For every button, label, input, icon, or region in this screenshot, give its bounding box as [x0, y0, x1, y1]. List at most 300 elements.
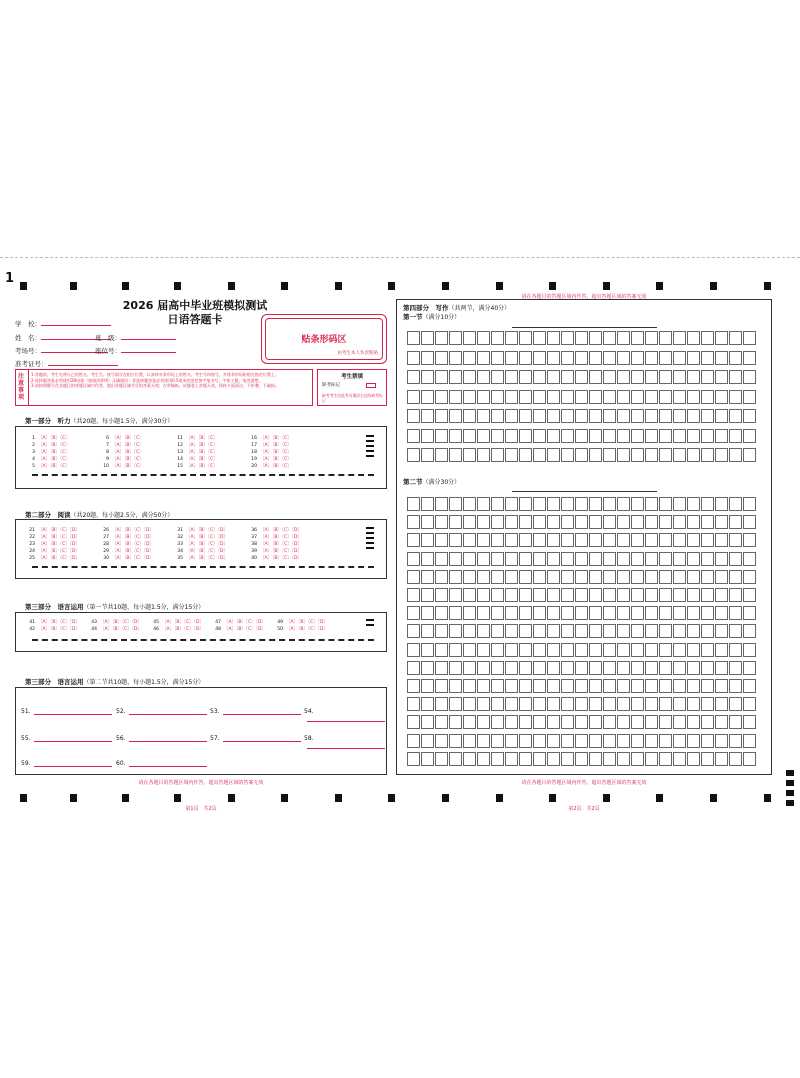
- grid-cell[interactable]: [701, 606, 714, 620]
- grid-cell[interactable]: [477, 697, 490, 711]
- grid-cell[interactable]: [659, 643, 672, 657]
- grid-cell[interactable]: [519, 752, 532, 766]
- answer-options[interactable]: 〔A〕〔B〕〔C〕: [38, 464, 70, 469]
- grid-cell[interactable]: [715, 448, 728, 462]
- grid-cell[interactable]: [519, 679, 532, 693]
- grid-cell[interactable]: [631, 533, 644, 547]
- grid-cell[interactable]: [491, 390, 504, 404]
- grid-cell[interactable]: [575, 533, 588, 547]
- grid-cell[interactable]: [435, 752, 448, 766]
- grid-cell[interactable]: [743, 497, 756, 511]
- answer-options[interactable]: 〔A〕〔B〕〔C〕: [260, 443, 292, 448]
- grid-cell[interactable]: [547, 570, 560, 584]
- grid-cell[interactable]: [575, 497, 588, 511]
- grid-cell[interactable]: [435, 331, 448, 345]
- answer-row-20[interactable]: [248, 463, 292, 469]
- grid-cell[interactable]: [491, 448, 504, 462]
- grid-cell[interactable]: [659, 570, 672, 584]
- grid-cell[interactable]: [715, 552, 728, 566]
- grid-cell[interactable]: [575, 734, 588, 748]
- grid-cell[interactable]: [519, 552, 532, 566]
- grid-cell[interactable]: [435, 679, 448, 693]
- grid-cell[interactable]: [407, 429, 420, 443]
- grid-cell[interactable]: [561, 570, 574, 584]
- grid-cell[interactable]: [533, 643, 546, 657]
- grid-cell[interactable]: [589, 331, 602, 345]
- grid-cell[interactable]: [505, 331, 518, 345]
- grid-cell[interactable]: [463, 331, 476, 345]
- answer-row-49[interactable]: [274, 619, 328, 625]
- answer-row-34[interactable]: [174, 548, 228, 554]
- grid-cell[interactable]: [589, 697, 602, 711]
- field-exam-id[interactable]: 准考证号：: [15, 359, 118, 368]
- answer-row-39[interactable]: [248, 548, 302, 554]
- grid-cell[interactable]: [687, 448, 700, 462]
- grid-cell[interactable]: [533, 448, 546, 462]
- grid-cell[interactable]: [631, 606, 644, 620]
- grid-cell[interactable]: [687, 697, 700, 711]
- grid-cell[interactable]: [575, 606, 588, 620]
- grid-cell[interactable]: [687, 390, 700, 404]
- grid-cell[interactable]: [617, 661, 630, 675]
- grid-cell[interactable]: [659, 734, 672, 748]
- grid-cell[interactable]: [407, 448, 420, 462]
- grid-cell[interactable]: [715, 331, 728, 345]
- grid-cell[interactable]: [561, 390, 574, 404]
- grid-cell[interactable]: [449, 409, 462, 423]
- grid-cell[interactable]: [477, 448, 490, 462]
- grid-cell[interactable]: [631, 570, 644, 584]
- answer-row-15[interactable]: [174, 463, 218, 469]
- grid-cell[interactable]: [463, 351, 476, 365]
- answer-options[interactable]: 〔A〕〔B〕〔C〕: [260, 457, 292, 462]
- grid-cell[interactable]: [477, 515, 490, 529]
- grid-row[interactable]: [407, 697, 757, 711]
- answer-row-36[interactable]: [248, 527, 302, 533]
- answer-row-31[interactable]: [174, 527, 228, 533]
- grid-cell[interactable]: [533, 752, 546, 766]
- grid-cell[interactable]: [421, 661, 434, 675]
- grid-cell[interactable]: [561, 588, 574, 602]
- grid-cell[interactable]: [701, 661, 714, 675]
- grid-cell[interactable]: [491, 734, 504, 748]
- grid-cell[interactable]: [505, 752, 518, 766]
- grid-cell[interactable]: [589, 715, 602, 729]
- answer-options[interactable]: 〔A〕〔B〕〔C〕〔D〕: [224, 627, 267, 632]
- grid-cell[interactable]: [743, 552, 756, 566]
- grid-cell[interactable]: [617, 331, 630, 345]
- grid-cell[interactable]: [715, 752, 728, 766]
- grid-cell[interactable]: [505, 448, 518, 462]
- answer-options[interactable]: 〔A〕〔B〕〔C〕〔D〕: [162, 627, 205, 632]
- grid-cell[interactable]: [617, 497, 630, 511]
- grid-cell[interactable]: [491, 715, 504, 729]
- answer-options[interactable]: 〔A〕〔B〕〔C〕〔D〕: [100, 627, 143, 632]
- grid-cell[interactable]: [687, 552, 700, 566]
- grid-cell[interactable]: [743, 448, 756, 462]
- answer-row-10[interactable]: [100, 463, 144, 469]
- answer-row-26[interactable]: [100, 527, 154, 533]
- grid-cell[interactable]: [687, 409, 700, 423]
- grid-cell[interactable]: [463, 552, 476, 566]
- grid-cell[interactable]: [575, 715, 588, 729]
- grid-cell[interactable]: [603, 643, 616, 657]
- grid-cell[interactable]: [491, 429, 504, 443]
- grid-cell[interactable]: [729, 624, 742, 638]
- grid-cell[interactable]: [519, 533, 532, 547]
- grid-cell[interactable]: [617, 351, 630, 365]
- grid-cell[interactable]: [505, 643, 518, 657]
- grid-cell[interactable]: [547, 351, 560, 365]
- grid-cell[interactable]: [449, 734, 462, 748]
- grid-cell[interactable]: [631, 552, 644, 566]
- grid-cell[interactable]: [435, 570, 448, 584]
- grid-cell[interactable]: [659, 624, 672, 638]
- grid-cell[interactable]: [575, 552, 588, 566]
- grid-cell[interactable]: [645, 370, 658, 384]
- grid-cell[interactable]: [687, 429, 700, 443]
- grid-row[interactable]: [407, 533, 757, 547]
- grid-cell[interactable]: [631, 752, 644, 766]
- grid-cell[interactable]: [715, 515, 728, 529]
- answer-options[interactable]: 〔A〕〔B〕〔C〕〔D〕: [162, 620, 205, 625]
- grid-cell[interactable]: [617, 715, 630, 729]
- grid-cell[interactable]: [505, 588, 518, 602]
- grid-cell[interactable]: [449, 570, 462, 584]
- grid-cell[interactable]: [645, 429, 658, 443]
- fill-59[interactable]: 59.: [21, 760, 112, 767]
- answer-row-45[interactable]: [150, 619, 204, 625]
- grid-cell[interactable]: [421, 351, 434, 365]
- grid-cell[interactable]: [743, 752, 756, 766]
- grid-cell[interactable]: [435, 390, 448, 404]
- grid-cell[interactable]: [743, 370, 756, 384]
- grid-cell[interactable]: [421, 497, 434, 511]
- grid-cell[interactable]: [589, 643, 602, 657]
- grid-cell[interactable]: [435, 715, 448, 729]
- answer-row-8[interactable]: [100, 449, 144, 455]
- grid-cell[interactable]: [505, 429, 518, 443]
- grid-cell[interactable]: [491, 552, 504, 566]
- grid-cell[interactable]: [729, 752, 742, 766]
- grid-cell[interactable]: [575, 448, 588, 462]
- grid-cell[interactable]: [645, 697, 658, 711]
- grid-cell[interactable]: [645, 515, 658, 529]
- grid-cell[interactable]: [421, 606, 434, 620]
- grid-cell[interactable]: [715, 715, 728, 729]
- grid-cell[interactable]: [631, 448, 644, 462]
- grid-cell[interactable]: [715, 643, 728, 657]
- grid-cell[interactable]: [715, 697, 728, 711]
- grid-cell[interactable]: [687, 533, 700, 547]
- grid-cell[interactable]: [729, 515, 742, 529]
- grid-cell[interactable]: [463, 390, 476, 404]
- grid-row[interactable]: [407, 429, 757, 443]
- grid-cell[interactable]: [645, 533, 658, 547]
- grid-cell[interactable]: [449, 515, 462, 529]
- grid-cell[interactable]: [421, 643, 434, 657]
- grid-cell[interactable]: [603, 697, 616, 711]
- grid-cell[interactable]: [575, 370, 588, 384]
- grid-cell[interactable]: [701, 497, 714, 511]
- grid-cell[interactable]: [491, 570, 504, 584]
- grid-cell[interactable]: [449, 715, 462, 729]
- grid-cell[interactable]: [547, 606, 560, 620]
- grid-cell[interactable]: [561, 429, 574, 443]
- grid-cell[interactable]: [477, 588, 490, 602]
- grid-cell[interactable]: [477, 606, 490, 620]
- grid-cell[interactable]: [533, 552, 546, 566]
- grid-cell[interactable]: [547, 533, 560, 547]
- grid-cell[interactable]: [463, 606, 476, 620]
- field-name[interactable]: 姓 名：: [15, 333, 111, 342]
- answer-options[interactable]: 〔A〕〔B〕〔C〕〔D〕: [100, 620, 143, 625]
- grid-cell[interactable]: [421, 734, 434, 748]
- grid-cell[interactable]: [477, 331, 490, 345]
- grid-cell[interactable]: [673, 351, 686, 365]
- grid-cell[interactable]: [603, 515, 616, 529]
- grid-cell[interactable]: [589, 515, 602, 529]
- grid-cell[interactable]: [491, 697, 504, 711]
- grid-cell[interactable]: [659, 515, 672, 529]
- grid-cell[interactable]: [463, 515, 476, 529]
- answer-row-38[interactable]: [248, 541, 302, 547]
- absent-mark[interactable]: [366, 383, 376, 388]
- grid-cell[interactable]: [477, 390, 490, 404]
- grid-cell[interactable]: [673, 643, 686, 657]
- grid-cell[interactable]: [491, 533, 504, 547]
- grid-cell[interactable]: [533, 515, 546, 529]
- grid-cell[interactable]: [729, 715, 742, 729]
- grid-cell[interactable]: [631, 661, 644, 675]
- answer-options[interactable]: 〔A〕〔B〕〔C〕〔D〕: [38, 620, 81, 625]
- grid-cell[interactable]: [547, 661, 560, 675]
- grid-cell[interactable]: [561, 497, 574, 511]
- grid-cell[interactable]: [687, 679, 700, 693]
- grid-cell[interactable]: [743, 515, 756, 529]
- grid-cell[interactable]: [547, 515, 560, 529]
- grid-cell[interactable]: [687, 331, 700, 345]
- grid-cell[interactable]: [421, 331, 434, 345]
- grid-cell[interactable]: [659, 752, 672, 766]
- grid-cell[interactable]: [463, 679, 476, 693]
- grid-cell[interactable]: [645, 552, 658, 566]
- grid-cell[interactable]: [519, 390, 532, 404]
- grid-row[interactable]: [407, 331, 757, 345]
- answer-row-22[interactable]: [26, 534, 80, 540]
- grid-cell[interactable]: [547, 370, 560, 384]
- grid-cell[interactable]: [603, 734, 616, 748]
- grid-cell[interactable]: [505, 515, 518, 529]
- grid-cell[interactable]: [463, 409, 476, 423]
- grid-cell[interactable]: [743, 429, 756, 443]
- grid-row[interactable]: [407, 624, 757, 638]
- grid-cell[interactable]: [407, 390, 420, 404]
- answer-options[interactable]: 〔A〕〔B〕〔C〕〔D〕: [112, 542, 155, 547]
- grid-cell[interactable]: [673, 497, 686, 511]
- grid-cell[interactable]: [645, 390, 658, 404]
- grid-cell[interactable]: [715, 679, 728, 693]
- answer-row-13[interactable]: [174, 449, 218, 455]
- grid-cell[interactable]: [575, 429, 588, 443]
- grid-cell[interactable]: [687, 606, 700, 620]
- grid-cell[interactable]: [729, 351, 742, 365]
- grid-cell[interactable]: [561, 734, 574, 748]
- grid-cell[interactable]: [743, 734, 756, 748]
- answer-row-35[interactable]: [174, 555, 228, 561]
- grid-cell[interactable]: [533, 351, 546, 365]
- grid-cell[interactable]: [645, 448, 658, 462]
- grid-cell[interactable]: [715, 370, 728, 384]
- answer-row-28[interactable]: [100, 541, 154, 547]
- sec1-title-line[interactable]: [512, 327, 657, 328]
- grid-cell[interactable]: [463, 643, 476, 657]
- grid-cell[interactable]: [701, 533, 714, 547]
- grid-cell[interactable]: [547, 448, 560, 462]
- grid-cell[interactable]: [449, 643, 462, 657]
- answer-row-7[interactable]: [100, 442, 144, 448]
- grid-cell[interactable]: [701, 588, 714, 602]
- grid-cell[interactable]: [701, 409, 714, 423]
- answer-options[interactable]: 〔A〕〔B〕〔C〕〔D〕: [260, 549, 303, 554]
- grid-cell[interactable]: [603, 624, 616, 638]
- grid-cell[interactable]: [435, 370, 448, 384]
- grid-cell[interactable]: [631, 588, 644, 602]
- grid-cell[interactable]: [407, 697, 420, 711]
- grid-cell[interactable]: [743, 390, 756, 404]
- grid-cell[interactable]: [645, 661, 658, 675]
- grid-cell[interactable]: [603, 429, 616, 443]
- grid-cell[interactable]: [519, 624, 532, 638]
- fill-54[interactable]: 54.: [304, 708, 386, 722]
- field-class[interactable]: 班 级：: [95, 333, 176, 342]
- grid-cell[interactable]: [701, 351, 714, 365]
- grid-cell[interactable]: [407, 734, 420, 748]
- grid-cell[interactable]: [407, 497, 420, 511]
- grid-cell[interactable]: [729, 370, 742, 384]
- grid-cell[interactable]: [407, 515, 420, 529]
- grid-cell[interactable]: [561, 679, 574, 693]
- grid-cell[interactable]: [477, 752, 490, 766]
- grid-cell[interactable]: [701, 697, 714, 711]
- grid-cell[interactable]: [547, 624, 560, 638]
- grid-cell[interactable]: [449, 624, 462, 638]
- grid-cell[interactable]: [407, 351, 420, 365]
- grid-cell[interactable]: [463, 697, 476, 711]
- grid-cell[interactable]: [421, 715, 434, 729]
- answer-row-1[interactable]: [26, 435, 70, 441]
- grid-cell[interactable]: [435, 697, 448, 711]
- grid-cell[interactable]: [743, 697, 756, 711]
- grid-cell[interactable]: [715, 390, 728, 404]
- grid-cell[interactable]: [645, 624, 658, 638]
- grid-cell[interactable]: [435, 533, 448, 547]
- answer-options[interactable]: 〔A〕〔B〕〔C〕〔D〕: [38, 549, 81, 554]
- grid-cell[interactable]: [407, 570, 420, 584]
- answer-row-50[interactable]: [274, 626, 328, 632]
- grid-row[interactable]: [407, 497, 757, 511]
- grid-cell[interactable]: [407, 552, 420, 566]
- grid-cell[interactable]: [631, 515, 644, 529]
- grid-cell[interactable]: [743, 606, 756, 620]
- grid-cell[interactable]: [407, 370, 420, 384]
- grid-cell[interactable]: [519, 570, 532, 584]
- grid-cell[interactable]: [505, 679, 518, 693]
- grid-cell[interactable]: [407, 661, 420, 675]
- grid-cell[interactable]: [659, 679, 672, 693]
- sec2-title-line[interactable]: [512, 491, 657, 492]
- grid-cell[interactable]: [561, 351, 574, 365]
- answer-row-40[interactable]: [248, 555, 302, 561]
- grid-cell[interactable]: [575, 679, 588, 693]
- grid-cell[interactable]: [435, 497, 448, 511]
- grid-cell[interactable]: [729, 331, 742, 345]
- grid-cell[interactable]: [603, 588, 616, 602]
- answer-row-16[interactable]: [248, 435, 292, 441]
- grid-cell[interactable]: [407, 606, 420, 620]
- answer-row-3[interactable]: [26, 449, 70, 455]
- grid-cell[interactable]: [477, 734, 490, 748]
- grid-cell[interactable]: [561, 515, 574, 529]
- grid-cell[interactable]: [505, 533, 518, 547]
- answer-options[interactable]: 〔A〕〔B〕〔C〕: [186, 450, 218, 455]
- grid-cell[interactable]: [477, 351, 490, 365]
- answer-options[interactable]: 〔A〕〔B〕〔C〕: [260, 436, 292, 441]
- grid-cell[interactable]: [561, 624, 574, 638]
- answer-options[interactable]: 〔A〕〔B〕〔C〕〔D〕: [186, 556, 229, 561]
- grid-cell[interactable]: [631, 331, 644, 345]
- grid-cell[interactable]: [449, 661, 462, 675]
- grid-cell[interactable]: [491, 497, 504, 511]
- answer-options[interactable]: 〔A〕〔B〕〔C〕〔D〕: [286, 620, 329, 625]
- answer-row-37[interactable]: [248, 534, 302, 540]
- grid-cell[interactable]: [575, 331, 588, 345]
- grid-cell[interactable]: [701, 752, 714, 766]
- answer-row-43[interactable]: [88, 619, 142, 625]
- grid-cell[interactable]: [561, 448, 574, 462]
- grid-cell[interactable]: [407, 643, 420, 657]
- answer-row-42[interactable]: [26, 626, 80, 632]
- grid-cell[interactable]: [589, 429, 602, 443]
- answer-options[interactable]: 〔A〕〔B〕〔C〕〔D〕: [186, 535, 229, 540]
- grid-row[interactable]: [407, 734, 757, 748]
- grid-cell[interactable]: [519, 331, 532, 345]
- grid-cell[interactable]: [687, 734, 700, 748]
- grid-cell[interactable]: [659, 448, 672, 462]
- grid-cell[interactable]: [603, 533, 616, 547]
- fill-57[interactable]: 57.: [210, 735, 301, 742]
- grid-cell[interactable]: [435, 734, 448, 748]
- grid-cell[interactable]: [617, 752, 630, 766]
- grid-cell[interactable]: [491, 624, 504, 638]
- answer-row-14[interactable]: [174, 456, 218, 462]
- grid-cell[interactable]: [435, 661, 448, 675]
- grid-cell[interactable]: [505, 606, 518, 620]
- grid-cell[interactable]: [631, 679, 644, 693]
- grid-cell[interactable]: [575, 752, 588, 766]
- grid-cell[interactable]: [729, 734, 742, 748]
- answer-options[interactable]: 〔A〕〔B〕〔C〕〔D〕: [286, 627, 329, 632]
- grid-cell[interactable]: [617, 409, 630, 423]
- grid-cell[interactable]: [617, 679, 630, 693]
- grid-cell[interactable]: [449, 448, 462, 462]
- answer-options[interactable]: 〔A〕〔B〕〔C〕: [186, 436, 218, 441]
- grid-cell[interactable]: [561, 552, 574, 566]
- grid-cell[interactable]: [603, 570, 616, 584]
- grid-cell[interactable]: [491, 679, 504, 693]
- grid-cell[interactable]: [729, 409, 742, 423]
- grid-cell[interactable]: [701, 734, 714, 748]
